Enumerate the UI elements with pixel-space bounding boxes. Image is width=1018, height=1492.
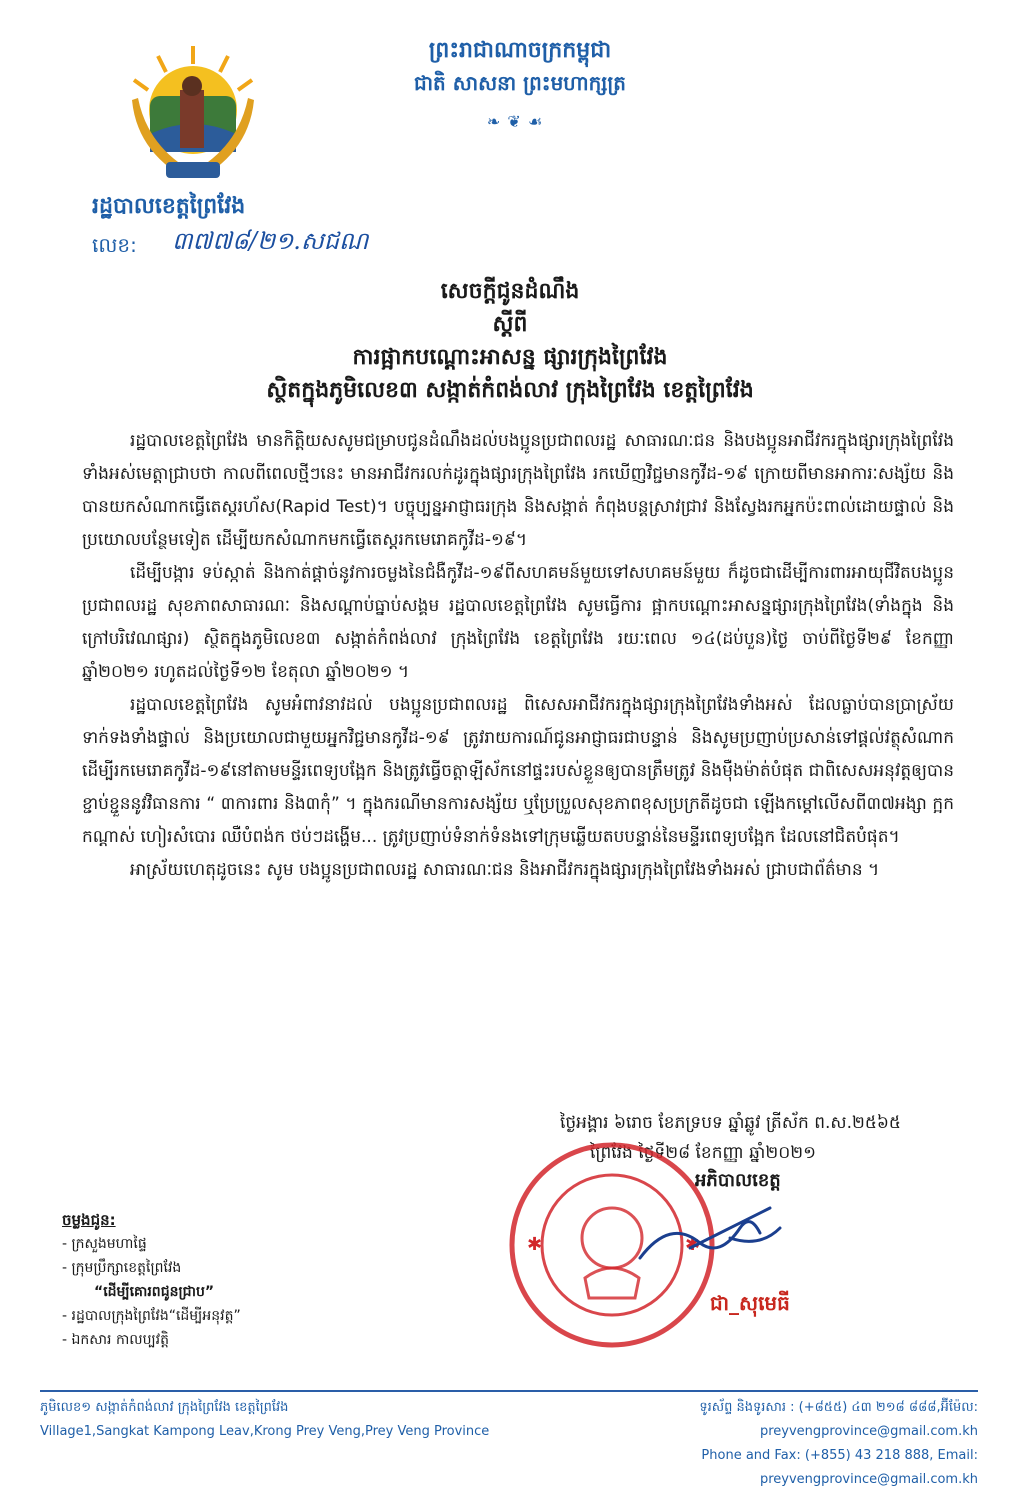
national-motto: ជាតិ សាសនា ព្រះមហាក្សត្រ: [414, 71, 626, 95]
cc-item: - ក្រុមប្រឹក្សាខេត្តព្រៃវែង: [62, 1260, 182, 1276]
svg-text:✱: ✱: [685, 1234, 701, 1255]
footer-address: [40, 1396, 489, 1444]
footer-divider: [40, 1390, 978, 1392]
paragraph-4: អាស្រ័យហេតុដូចនេះ សូម បងប្អូនប្រជាពលរដ្ឋ សាធារណៈជន និងអាជីវករក្នុងផ្សារក្រុងព្រៃវែងទាំងអស់ ជ្រាបជាព័ត៌មាន ។: [130, 860, 880, 880]
address-english: Village1,Sangkat Kampong Leav,Krong Prey Veng,Prey Veng Province: [40, 1424, 490, 1439]
paragraph-1: រដ្ឋបាលខេត្តព្រៃវែង មានកិត្តិយសសូមជម្រាបជូនដំណឹងដល់បងប្អូនប្រជាពលរដ្ឋ សាធារណៈជន និងបងប្អូនអាជីវករក្នុងផ្សារក្រុងព្រៃវែងទាំងអស់មេត្តាជ្រាបថា កាលពីពេលថ្មីៗនេះ មានអាជីវករលក់ដូរក្នុងផ្សារក្រុងព្រៃវែង រកឃើញវិជ្ជមានកូវីដ-១៩ ក្រោយពីមានអាការៈសង្ស័យ និងបានយកសំណាកធ្វើតេស្តរហ័ស(Rapid Test)។ បច្ចុប្បន្នអាជ្ញាធរក្រុង និងសង្កាត់ កំពុងបន្តស្រាវជ្រាវ និងស្វែងរកអ្នកប៉ះពាល់ដោយផ្ទាល់ និងប្រយោលបន្ថែមទៀត ដើម្បីយកសំណាកមកធ្វើតេស្តរកមេរោគកូវីដ-១៩។: [82, 431, 954, 550]
title-line-2: ស្តីពី: [492, 312, 528, 337]
document-body: [82, 425, 954, 887]
cc-item: - ក្រសួងមហាផ្ទៃ: [62, 1236, 147, 1252]
cc-item-note: “ដើម្បីគោរពជូនជ្រាប”: [94, 1284, 215, 1300]
reference-number: ៣៧៧៨/២១.សជណ: [172, 227, 369, 255]
title-line-3: ការផ្អាកបណ្តោះអាសន្ន ផ្សារក្រុងព្រៃវែង: [352, 345, 668, 370]
paragraph-2: ដើម្បីបង្ការ ទប់ស្កាត់ និងកាត់ផ្តាច់នូវការចម្លងនៃជំងឺកូវីដ-១៩ពីសហគមន៍មួយទៅសហគមន៍មួយ ក៏ដូចជាដើម្បីការពារអាយុជីវិតបងប្អូនប្រជាពលរដ្ឋ សុខភាពសាធារណៈ និងសណ្តាប់ធ្នាប់សង្គម រដ្ឋបាលខេត្តព្រៃវែង សូមធ្វើការ ផ្អាកបណ្តោះអាសន្នផ្សារក្រុងព្រៃវែង(ទាំងក្នុង និងក្រៅបរិវេណផ្សារ) ស្ថិតក្នុងភូមិលេខ៣ សង្កាត់កំពង់លាវ ក្រុងព្រៃវែង ខេត្តព្រៃវែង រយៈពេល ១៤(ដប់បួន)ថ្ងៃ ចាប់ពីថ្ងៃទី២៩ ខែកញ្ញា ឆ្នាំ២០២១ រហូតដល់ថ្ងៃទី១២ ខែតុលា ឆ្នាំ២០២១ ។: [82, 563, 954, 682]
cc-item: - រដ្ឋបាលក្រុងព្រៃវែង“ដើម្បីអនុវត្ត”: [62, 1308, 241, 1324]
footer-contact: [500, 1396, 978, 1492]
kingdom-heading: ព្រះរាជាណាចក្រកម្ពុជា: [428, 38, 612, 63]
header-ornament: ❧ ❦ ☙: [486, 112, 544, 131]
handwritten-signature: [630, 1188, 790, 1278]
lunar-date: ថ្ងៃអង្គារ ៦រោច ខែភទ្របទ ឆ្នាំឆ្លូវ ត្រីស័ក ព.ស.២៥៦៥: [560, 1113, 901, 1133]
carbon-copy-list: [62, 1208, 241, 1352]
provincial-logo: [118, 38, 268, 188]
paragraph-3: រដ្ឋបាលខេត្តព្រៃវែង សូមអំពាវនាវដល់ បងប្អូនប្រជាពលរដ្ឋ ពិសេសអាជីវករក្នុងផ្សារក្រុងព្រៃវែងទាំងអស់ ដែលធ្លាប់បានប្រាស្រ័យទាក់ទងទាំងផ្ទាល់ និងប្រយោលជាមួយអ្នកវិជ្ជមានកូវីដ-១៩ ត្រូវរាយការណ៍ជូនអាជ្ញាធរជាបន្ទាន់ និងសូមប្រញាប់ប្រសាន់ទៅផ្តល់វត្ថុសំណាកដើម្បីរកមេរោគកូវីដ-១៩នៅតាមមន្ទីរពេទ្យបង្អែក និងត្រូវធ្វើចត្តាឡីស័កនៅផ្ទះរបស់ខ្លួនឲ្យបានត្រឹមត្រូវ និងម៉ឺងម៉ាត់បំផុត ជាពិសេសអនុវត្តឲ្យបានខ្ជាប់ខ្ជួននូវវិធានការ “ ៣ការពារ និង៣កុំ” ។ ក្នុងករណីមានការសង្ស័យ ឬប្រែប្រួលសុខភាពខុសប្រក្រតីដូចជា ឡើងកម្តៅលើសពី៣៧អង្សា ក្អក កណ្តាស់ ហៀរសំបោរ ឈឺបំពង់ក ថប់ៗដង្ហើម... ត្រូវប្រញាប់ទំនាក់ទំនងទៅក្រុមឆ្លើយតបបន្ទាន់នៃមន្ទីរពេទ្យបង្អែក ដែលនៅជិតបំផុត។: [82, 695, 954, 847]
contact-khmer: ទូរស័ព្ទ និងទូរសារ : (+៨៥៥) ៤៣ ២១៨ ៨៨៨,អ៊ីម៉ែល: preyvengprovince@gmail.com.kh: [699, 1400, 978, 1439]
title-line-1: សេចក្តីជូនដំណឹង: [440, 279, 580, 304]
document-title: [110, 275, 910, 407]
cc-item: - ឯកសារ កាលប្បវត្តិ: [62, 1332, 169, 1348]
contact-english: Phone and Fax: (+855) 43 218 888, Email: preyvengprovince@gmail.com.kh: [701, 1448, 978, 1487]
solar-date: ព្រៃវែង ថ្ងៃទី២៨ ខែកញ្ញា ឆ្នាំ២០២១: [590, 1143, 816, 1163]
reference-label: លេខ:: [92, 233, 137, 257]
cc-heading: ចម្លងជូន:: [62, 1211, 116, 1229]
signer-name: ជា_សុមេធី: [710, 1291, 790, 1315]
issuing-authority: រដ្ឋបាលខេត្តព្រៃវែង: [92, 194, 246, 219]
address-khmer: ភូមិលេខ១ សង្កាត់កំពង់លាវ ក្រុងព្រៃវែង ខេត្តព្រៃវែង: [40, 1400, 289, 1415]
title-line-4: ស្ថិតក្នុងភូមិលេខ៣ សង្កាត់កំពង់លាវ ក្រុងព្រៃវែង ខេត្តព្រៃវែង: [266, 378, 754, 403]
svg-text:✱: ✱: [527, 1234, 543, 1255]
signer-title: អភិបាលខេត្ត: [695, 1170, 781, 1191]
